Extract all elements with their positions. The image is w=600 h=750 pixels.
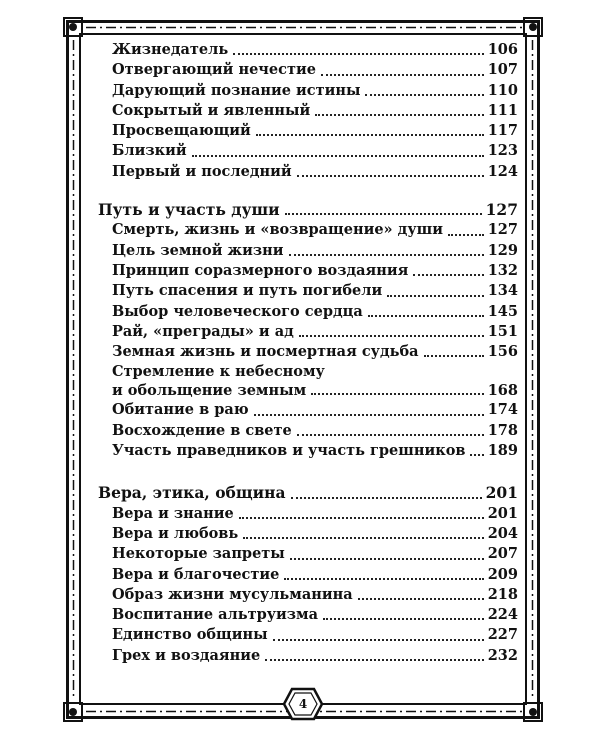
toc-entry bbox=[98, 504, 518, 524]
toc-entry bbox=[98, 241, 518, 261]
toc-leader-dots bbox=[273, 639, 484, 641]
toc-section-heading bbox=[98, 200, 518, 220]
toc-entry bbox=[98, 400, 518, 420]
toc-section-heading bbox=[98, 483, 518, 503]
toc-leader-dots bbox=[192, 155, 484, 157]
toc-entry-page: 218 bbox=[487, 585, 518, 603]
toc-entry bbox=[98, 524, 518, 544]
toc-entry-title: Воспитание альтруизма bbox=[112, 606, 319, 624]
toc-leader-dots bbox=[254, 414, 484, 416]
toc-leader-dots bbox=[311, 393, 483, 395]
toc-section-page: 201 bbox=[485, 483, 518, 503]
toc-entry-page: 124 bbox=[487, 162, 518, 180]
toc-entry-page: 209 bbox=[487, 565, 518, 583]
toc-leader-dots bbox=[297, 175, 484, 177]
toc-leader-dots bbox=[291, 497, 482, 499]
toc-entry-title: Восхождение в свете bbox=[112, 421, 292, 439]
toc-entry bbox=[98, 101, 518, 121]
toc-entry-title: Земная жизнь и посмертная судьба bbox=[112, 343, 419, 361]
toc-leader-dots bbox=[299, 335, 484, 337]
toc-entry-title: Просвещающий bbox=[112, 122, 251, 140]
toc-leader-dots bbox=[265, 659, 483, 661]
toc-entry-page: 189 bbox=[487, 442, 518, 460]
page-number: 4 bbox=[298, 697, 308, 711]
toc-section-title: Путь и участь души bbox=[98, 200, 280, 220]
toc-leader-dots bbox=[297, 434, 484, 436]
toc-entry-page: 207 bbox=[487, 545, 518, 563]
toc-entry bbox=[98, 40, 518, 60]
toc-entry-page: 156 bbox=[487, 343, 518, 361]
toc-entry-page: 174 bbox=[487, 401, 518, 419]
toc-entry-title: Цель земной жизни bbox=[112, 241, 284, 259]
section-gap bbox=[98, 461, 518, 483]
right-border-ornament bbox=[528, 40, 537, 700]
toc-entry-page: 111 bbox=[487, 101, 518, 119]
toc-entry bbox=[98, 565, 518, 585]
top-border-ornament bbox=[86, 23, 526, 32]
toc-entry-title: Путь спасения и путь погибели bbox=[112, 282, 383, 300]
toc-entry-page: 232 bbox=[487, 646, 518, 664]
toc-entry-multiline bbox=[98, 362, 518, 400]
toc-entry-page: 117 bbox=[487, 122, 518, 140]
toc-entry-page: 129 bbox=[487, 241, 518, 259]
toc-entry bbox=[98, 121, 518, 141]
toc-entry bbox=[98, 441, 518, 461]
toc-entry bbox=[98, 342, 518, 362]
toc-section-page: 127 bbox=[485, 200, 518, 220]
toc-entry-title: Дарующий познание истины bbox=[112, 81, 361, 99]
toc-leader-dots bbox=[256, 134, 484, 136]
toc-entry-title: Вера и знание bbox=[112, 504, 234, 522]
toc-leader-dots bbox=[290, 558, 484, 560]
table-of-contents bbox=[98, 40, 518, 666]
page-number-badge bbox=[282, 687, 324, 721]
toc-entry-page: 201 bbox=[487, 504, 518, 522]
toc-entry-title: Единство общины bbox=[112, 626, 268, 644]
toc-section-title: Вера, этика, община bbox=[98, 483, 286, 503]
toc-entry bbox=[98, 585, 518, 605]
toc-entry-title: Вера и благочестие bbox=[112, 565, 280, 583]
toc-leader-dots bbox=[233, 53, 484, 55]
toc-entry-title: Выбор человеческого сердца bbox=[112, 302, 363, 320]
toc-leader-dots bbox=[321, 74, 484, 76]
toc-entry-title: Жизнедатель bbox=[112, 41, 229, 58]
corner-ornament-top-left bbox=[62, 16, 84, 38]
toc-entry bbox=[98, 141, 518, 161]
toc-entry-title: Вера и любовь bbox=[112, 524, 239, 542]
toc-entry-page: 134 bbox=[487, 282, 518, 300]
toc-leader-dots bbox=[285, 213, 482, 215]
toc-entry-page: 110 bbox=[487, 81, 518, 99]
toc-leader-dots bbox=[284, 578, 483, 580]
toc-leader-dots bbox=[315, 114, 483, 116]
corner-ornament-bottom-left bbox=[62, 701, 84, 723]
toc-entry-title-line1: Стремление к небесному bbox=[112, 363, 325, 381]
toc-entry-title: Близкий bbox=[112, 142, 187, 160]
toc-entry-page: 145 bbox=[487, 302, 518, 320]
toc-leader-dots bbox=[448, 234, 484, 236]
toc-entry-page: 178 bbox=[487, 421, 518, 439]
toc-entry-title: Сокрытый и явленный bbox=[112, 101, 311, 119]
toc-entry bbox=[98, 322, 518, 342]
toc-leader-dots bbox=[424, 355, 484, 357]
toc-entry-title: Отвергающий нечестие bbox=[112, 61, 316, 79]
toc-entry-title: Некоторые запреты bbox=[112, 545, 285, 563]
toc-entry bbox=[98, 81, 518, 101]
toc-entry bbox=[98, 625, 518, 645]
toc-entry-title: Принцип соразмерного воздаяния bbox=[112, 261, 409, 279]
toc-entry-title: Обитание в раю bbox=[112, 401, 249, 419]
toc-entry bbox=[98, 162, 518, 182]
toc-leader-dots bbox=[239, 517, 484, 519]
toc-entry-page: 227 bbox=[487, 626, 518, 644]
toc-entry-page: 224 bbox=[487, 606, 518, 624]
toc-entry bbox=[98, 281, 518, 301]
toc-leader-dots bbox=[470, 454, 483, 456]
toc-leader-dots bbox=[413, 274, 483, 276]
toc-leader-dots bbox=[243, 537, 484, 539]
toc-entry bbox=[98, 544, 518, 564]
toc-leader-dots bbox=[323, 618, 484, 620]
toc-entry-title: Первый и последний bbox=[112, 162, 292, 180]
toc-entry-title: Участь праведников и участь грешников bbox=[112, 442, 466, 460]
toc-leader-dots bbox=[387, 295, 483, 297]
toc-entry-title: Рай, «преграды» и ад bbox=[112, 322, 294, 340]
toc-leader-dots bbox=[358, 598, 484, 600]
toc-entry-page: 123 bbox=[487, 142, 518, 160]
toc-entry bbox=[98, 302, 518, 322]
toc-entry-title: Образ жизни мусульманина bbox=[112, 585, 353, 603]
toc-entry-page: 204 bbox=[487, 524, 518, 542]
toc-leader-dots bbox=[365, 94, 483, 96]
toc-entry-title: Грех и воздаяние bbox=[112, 646, 261, 664]
toc-entry-page: 151 bbox=[487, 322, 518, 340]
toc-entry-page: 107 bbox=[487, 61, 518, 79]
toc-entry bbox=[98, 421, 518, 441]
toc-entry bbox=[98, 646, 518, 666]
toc-entry-title: Смерть, жизнь и «возвращение» души bbox=[112, 221, 443, 239]
toc-leader-dots bbox=[289, 254, 484, 256]
section-gap bbox=[98, 182, 518, 200]
toc-entry bbox=[98, 261, 518, 281]
toc-entry-page: 132 bbox=[487, 261, 518, 279]
toc-entry-page: 168 bbox=[487, 382, 518, 400]
toc-entry bbox=[98, 381, 518, 400]
left-border-ornament bbox=[69, 40, 78, 700]
toc-entry-title-line2: и обольщение земным bbox=[112, 382, 307, 400]
toc-entry bbox=[98, 220, 518, 240]
toc-entry bbox=[98, 60, 518, 80]
toc-leader-dots bbox=[368, 315, 484, 317]
toc-entry-page: 106 bbox=[487, 41, 518, 58]
toc-entry bbox=[98, 605, 518, 625]
toc-entry-page: 127 bbox=[487, 221, 518, 239]
